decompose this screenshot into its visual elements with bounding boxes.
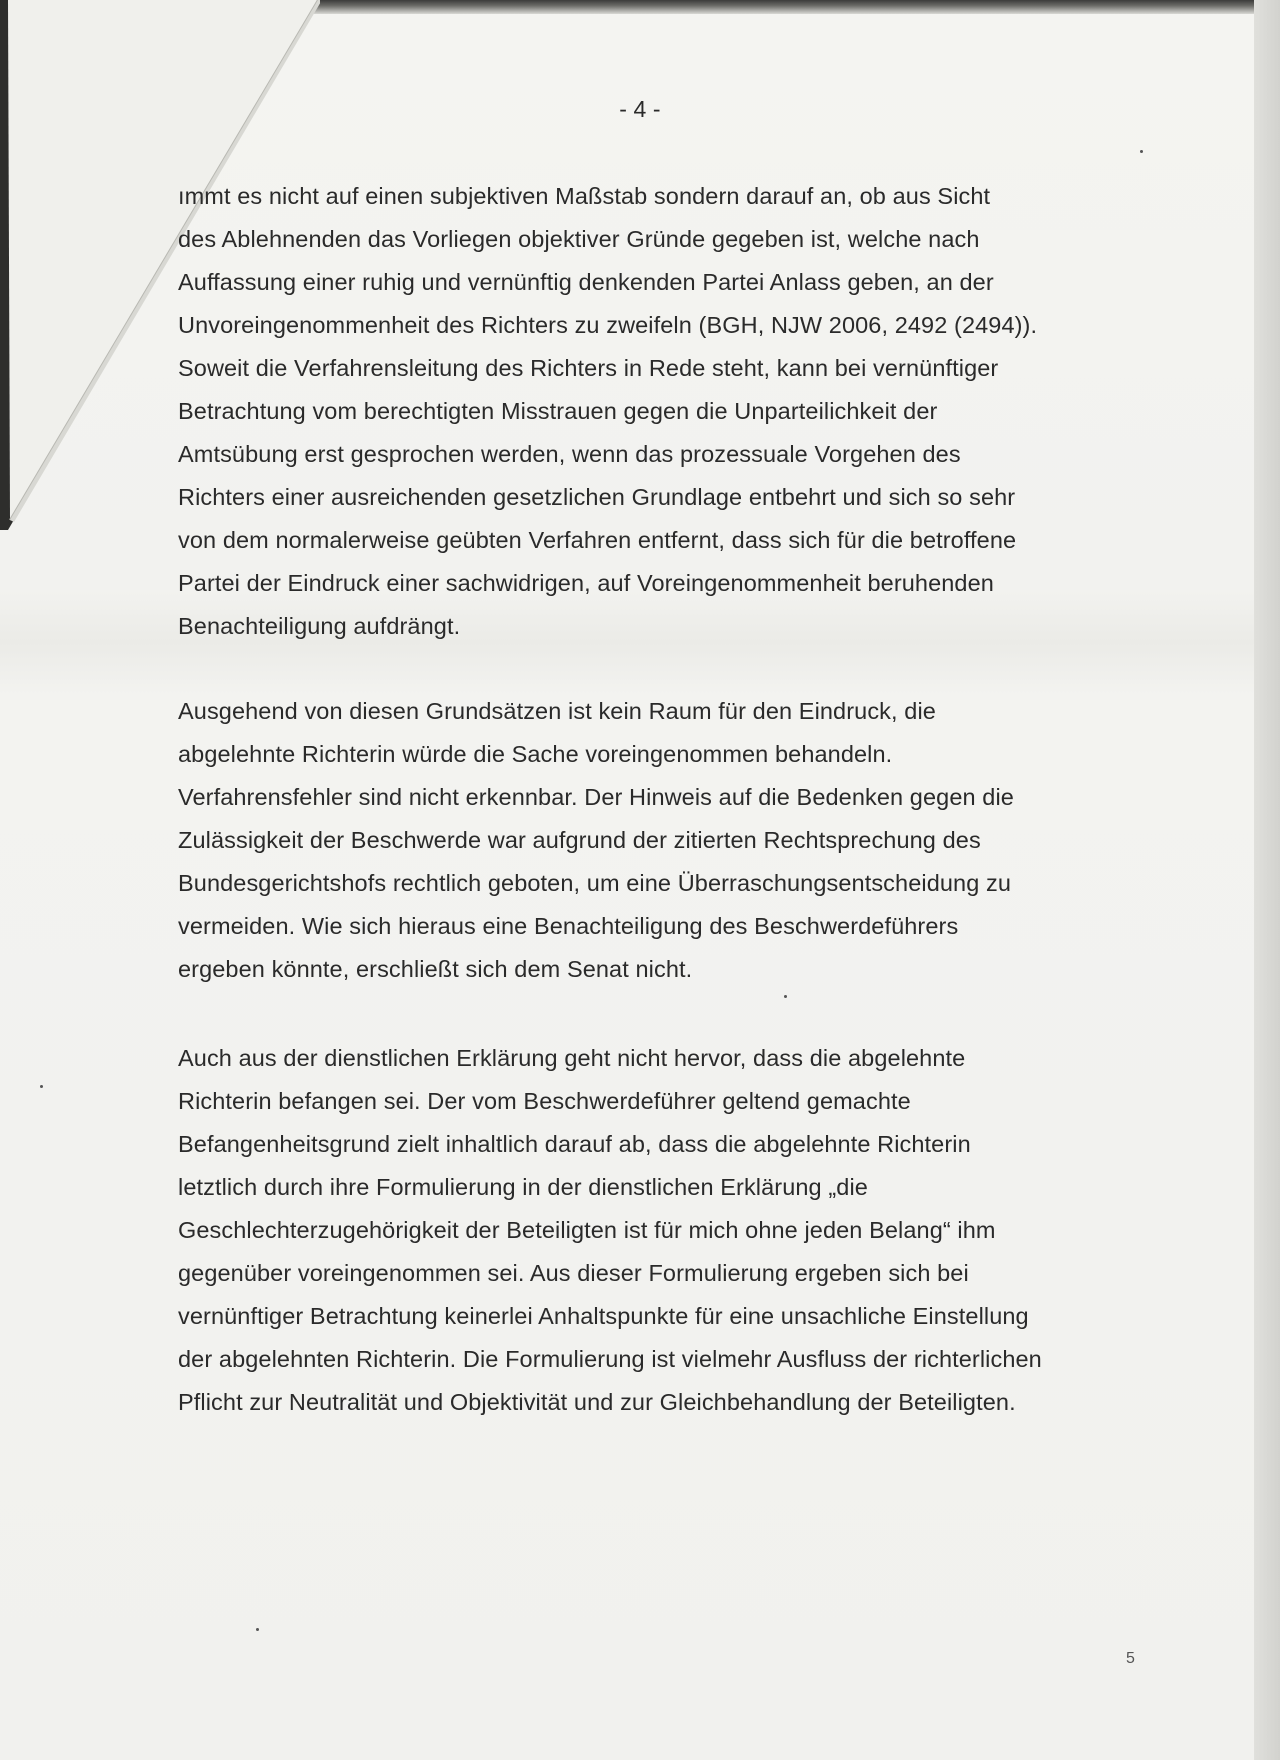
scanner-edge-shadow	[300, 0, 1280, 14]
text-line: ergeben könnte, erschließt sich dem Senat nicht.	[178, 956, 693, 982]
text-line: Auch aus der dienstlichen Erklärung geht nicht hervor, dass die abgelehnte	[178, 1045, 966, 1071]
text-line: letztlich durch ihre Formulierung in der dienstlichen Erklärung „die	[178, 1174, 868, 1200]
text-line: Auffassung einer ruhig und vernünftig denkenden Partei Anlass geben, an der	[178, 269, 994, 295]
text-line: vermeiden. Wie sich hieraus eine Benachteiligung des Beschwerdeführers	[178, 913, 959, 939]
text-line: Ausgehend von diesen Grundsätzen ist kein Raum für den Eindruck, die	[178, 698, 936, 724]
text-line: Geschlechterzugehörigkeit der Beteiligten ist für mich ohne jeden Belang“ ihm	[178, 1217, 996, 1243]
text-line: Amtsübung erst gesprochen werden, wenn das prozessuale Vorgehen des	[178, 441, 961, 467]
paragraph-1	[178, 175, 1118, 648]
scan-speck	[1140, 150, 1143, 153]
text-line: Benachteiligung aufdrängt.	[178, 613, 461, 639]
page-right-margin-strip	[1254, 0, 1280, 1760]
paragraph-2	[178, 690, 1118, 991]
text-line: Pflicht zur Neutralität und Objektivität und zur Gleichbehandlung der Beteiligten.	[178, 1389, 1016, 1415]
text-line: vernünftiger Betrachtung keinerlei Anhaltspunkte für eine unsachliche Einstellung	[178, 1303, 1029, 1329]
text-line: Befangenheitsgrund zielt inhaltlich darauf ab, dass die abgelehnte Richterin	[178, 1131, 971, 1157]
sheet-number: 5	[1126, 1650, 1135, 1667]
text-line: von dem normalerweise geübten Verfahren entfernt, dass sich für die betroffene	[178, 527, 1017, 553]
text-line: Soweit die Verfahrensleitung des Richters in Rede steht, kann bei vernünftiger	[178, 355, 999, 381]
text-line: Partei der Eindruck einer sachwidrigen, auf Voreingenommenheit beruhenden	[178, 570, 994, 596]
text-line: ımmt es nicht auf einen subjektiven Maßstab sondern darauf an, ob aus Sicht	[178, 183, 991, 209]
text-line: des Ablehnenden das Vorliegen objektiver Gründe gegeben ist, welche nach	[178, 226, 980, 252]
text-line: Richters einer ausreichenden gesetzlichen Grundlage entbehrt und sich so sehr	[178, 484, 1016, 510]
text-line: gegenüber voreingenommen sei. Aus dieser Formulierung ergeben sich bei	[178, 1260, 969, 1286]
text-line: Bundesgerichtshofs rechtlich geboten, um eine Überraschungsentscheidung zu	[178, 870, 1012, 896]
paragraph-3	[178, 1037, 1118, 1424]
text-line: Betrachtung vom berechtigten Misstrauen gegen die Unparteilichkeit der	[178, 398, 938, 424]
text-line: Richterin befangen sei. Der vom Beschwerdeführer geltend gemachte	[178, 1088, 911, 1114]
text-line: der abgelehnten Richterin. Die Formulierung ist vielmehr Ausfluss der richterlichen	[178, 1346, 1042, 1372]
text-line: Unvoreingenommenheit des Richters zu zweifeln (BGH, NJW 2006, 2492 (2494)).	[178, 312, 1038, 338]
page-number: - 4 -	[619, 96, 661, 122]
scan-speck	[784, 995, 787, 998]
text-line: abgelehnte Richterin würde die Sache voreingenommen behandeln.	[178, 741, 893, 767]
text-line: Verfahrensfehler sind nicht erkennbar. Der Hinweis auf die Bedenken gegen die	[178, 784, 1014, 810]
scan-speck	[256, 1628, 259, 1631]
scan-speck	[40, 1085, 43, 1088]
text-line: Zulässigkeit der Beschwerde war aufgrund der zitierten Rechtsprechung des	[178, 827, 981, 853]
